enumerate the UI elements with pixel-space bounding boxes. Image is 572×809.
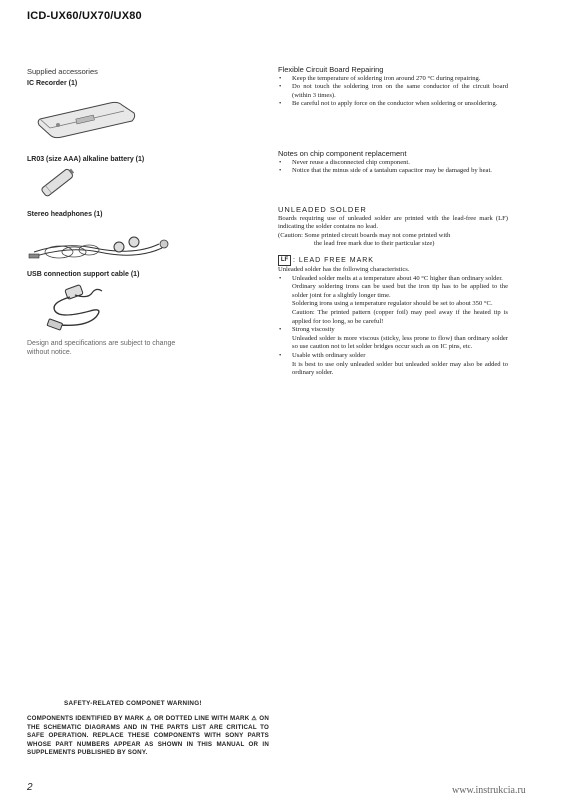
unleaded-caution-line2: the lead free mark due to their particular size) <box>314 240 435 248</box>
lf-characteristics-list-3 <box>278 352 508 361</box>
lf-characteristics-list-2 <box>278 326 508 335</box>
lf-mark-heading: : LEAD FREE MARK <box>293 256 374 264</box>
chip-notes-list <box>278 159 508 176</box>
unleaded-intro: Boards requiring use of unleaded solder are printed with the lead-free mark (LF) indicating the solder contains no lead. <box>278 214 508 231</box>
list-item: • Keep the temperature of soldering iron around 270 °C during repairing. <box>278 75 508 84</box>
unleaded-section <box>278 206 508 378</box>
accessory-label-headphones: Stereo headphones (1) <box>27 211 103 218</box>
lf-intro: Unleaded solder has the following characteristics. <box>278 265 410 273</box>
battery-icon <box>38 167 78 197</box>
document-title: ICD-UX60/UX70/UX80 <box>27 10 142 22</box>
accessory-label-ic-recorder: IC Recorder (1) <box>27 80 78 87</box>
usb-cable-icon <box>30 281 110 336</box>
list-item: • Do not touch the soldering iron on the same conductor of the circuit board (within 3 times). <box>278 83 508 100</box>
chip-notes-heading: Notes on chip component replacement <box>278 149 407 158</box>
lf-paragraph: Unleaded solder is more viscous (sticky, less prone to flow) than ordinary solder so use caution not to let solder bridges occur such as on IC pins, etc. <box>292 334 508 351</box>
unleaded-caution-line1: (Caution: Some printed circuit boards may not come printed with <box>278 231 451 239</box>
lf-mark-icon: LF <box>278 255 291 266</box>
list-item: • Usable with ordinary solder <box>278 352 508 361</box>
design-note: Design and specifications are subject to change without notice. <box>27 340 176 356</box>
flex-repair-heading: Flexible Circuit Board Repairing <box>278 65 384 74</box>
chip-notes-section <box>278 150 508 176</box>
ic-recorder-icon <box>36 95 138 139</box>
accessory-label-battery: LR03 (size AAA) alkaline battery (1) <box>27 156 145 163</box>
page-number: 2 <box>27 782 33 793</box>
lf-characteristics-list <box>278 275 508 284</box>
accessories-heading: Supplied accessories <box>27 67 98 76</box>
safety-warning-heading: SAFETY-RELATED COMPONET WARNING! <box>64 700 202 707</box>
headphones-icon <box>24 222 174 267</box>
list-item: • Unleaded solder melts at a temperature about 40 °C higher than ordinary solder. <box>278 275 508 284</box>
lf-caution: Caution: The printed pattern (copper foil) may peel away if the heated tip is applied for too long, so be careful! <box>292 308 508 325</box>
list-item: • Be careful not to apply force on the conductor when soldering or unsoldering. <box>278 100 508 109</box>
accessory-label-usb-cable: USB connection support cable (1) <box>27 271 140 278</box>
lf-paragraph: Ordinary soldering irons can be used but the iron tip has to be applied to the solder joint for a slightly longer time. <box>292 283 508 299</box>
flex-repair-section <box>278 66 508 109</box>
watermark: www.instrukcia.ru <box>452 785 526 796</box>
flex-repair-list <box>278 75 508 109</box>
list-item: • Never reuse a disconnected chip component. <box>278 159 508 168</box>
lf-paragraph: Soldering irons using a temperature regulator should be set to about 350 °C. <box>292 300 493 308</box>
safety-warning-body: COMPONENTS IDENTIFIED BY MARK ⚠ OR DOTTED LINE WITH MARK ⚠ ON THE SCHEMATIC DIAGRAMS AND IN THE PARTS LIST ARE CRITICAL TO SAFE OPERATION. REPLACE THESE COMPONENTS WITH SONY PARTS WHOSE PART NUMBERS APPEAR AS SHOWN IN THIS MANUAL OR IN SUPPLEMENTS PUBLISHED BY SONY. <box>27 715 269 757</box>
list-item: • Notice that the minus side of a tantalum capacitor may be damaged by heat. <box>278 167 508 176</box>
unleaded-heading: UNLEADED SOLDER <box>278 205 367 214</box>
lf-mark-row <box>278 255 508 266</box>
lf-paragraph: It is best to use only unleaded solder but unleaded solder may also be added to ordinary solder. <box>292 360 508 377</box>
list-item: • Strong viscosity <box>278 326 508 335</box>
